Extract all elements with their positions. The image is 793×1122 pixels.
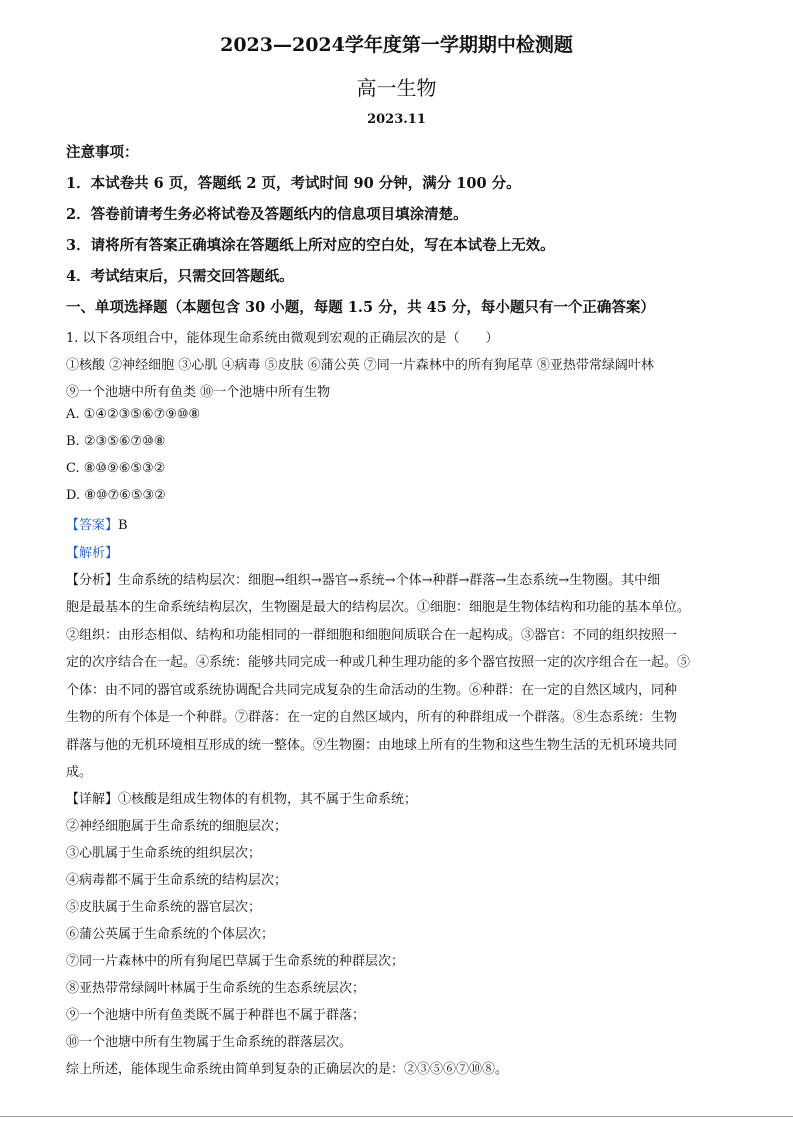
exam-title: 2023—2024学年度第一学期期中检测题 bbox=[220, 34, 573, 56]
option-a: A. ①④②③⑤⑥⑦⑨⑩⑧ bbox=[66, 407, 201, 422]
detail-line: 【详解】①核酸是组成生物体的有机物，其不属于生命系统； bbox=[66, 792, 418, 807]
answer-tag: 【答案】 bbox=[66, 518, 119, 533]
analysis-line: 胞是最基本的生命系统结构层次，生物圈是最大的结构层次。①细胞：细胞是生物体结构和功能的基本单位。 bbox=[66, 600, 691, 615]
analysis-line: ②组织：由形态相似、结构和功能相同的一群细胞和细胞间质联合在一起构成。③器官：不同的组织按照一 bbox=[66, 628, 678, 643]
detail-line: ⑨一个池塘中所有鱼类既不属于种群也不属于群落； bbox=[66, 1008, 366, 1023]
analysis-line: 群落与他的无机环境相互形成的统一整体。⑨生物圈：由地球上所有的生物和这些生物生活的无机环境共同 bbox=[66, 738, 678, 753]
page-bottom-rule bbox=[0, 1116, 793, 1117]
notice-item: 1．本试卷共 6 页，答题纸 2 页，考试时间 90 分钟，满分 100 分。 bbox=[66, 175, 521, 192]
notice-item: 4．考试结束后，只需交回答题纸。 bbox=[66, 268, 294, 285]
detail-line: ⑦同一片森林中的所有狗尾巴草属于生命系统的种群层次； bbox=[66, 954, 405, 969]
question-items: ①核酸 ②神经细胞 ③心肌 ④病毒 ⑤皮肤 ⑥蒲公英 ⑦同一片森林中的所有狗尾草 ⑧亚热带常绿阔叶林 bbox=[66, 358, 654, 373]
detail-summary: 综上所述，能体现生命系统由简单到复杂的正确层次的是：②③⑤⑥⑦⑩⑧。 bbox=[66, 1062, 509, 1077]
question-stem: 1. 以下各项组合中，能体现生命系统由微观到宏观的正确层次的是（ ） bbox=[66, 331, 499, 346]
subject-title: 高一生物 bbox=[356, 76, 437, 100]
analysis-line: 个体：由不同的器官或系统协调配合共同完成复杂的生命活动的生物。⑥种群：在一定的自然区域内，同种 bbox=[66, 683, 678, 698]
detail-line: ⑥蒲公英属于生命系统的个体层次； bbox=[66, 927, 275, 942]
section-heading: 一、单项选择题（本题包含 30 小题，每题 1.5 分，共 45 分，每小题只有一个正确答案） bbox=[66, 299, 655, 316]
detail-line: ⑩一个池塘中所有生物属于生命系统的群落层次。 bbox=[66, 1035, 353, 1050]
exam-date: 2023.11 bbox=[367, 112, 426, 127]
detail-line: ③心肌属于生命系统的组织层次； bbox=[66, 846, 262, 861]
analysis-line: 成。 bbox=[66, 765, 93, 780]
detail-line: ⑤皮肤属于生命系统的器官层次； bbox=[66, 900, 262, 915]
notice-heading: 注意事项： bbox=[66, 144, 139, 161]
analysis-line: 生物的所有个体是一个种群。⑦群落：在一定的自然区域内，所有的种群组成一个群落。⑧生态系统：生物 bbox=[66, 710, 678, 725]
option-c: C. ⑧⑩⑨⑥⑤③② bbox=[66, 461, 166, 476]
notice-item: 3．请将所有答案正确填涂在答题纸上所对应的空白处，写在本试卷上无效。 bbox=[66, 237, 555, 254]
analysis-line: 定的次序结合在一起。④系统：能够共同完成一种或几种生理功能的多个器官按照一定的次序组合在一起。⑤ bbox=[66, 655, 691, 670]
option-d: D. ⑧⑩⑦⑥⑤③② bbox=[66, 488, 166, 503]
detail-line: ②神经细胞属于生命系统的细胞层次； bbox=[66, 819, 288, 834]
analysis-tag: 【解析】 bbox=[66, 546, 119, 561]
analysis-line: 【分析】生命系统的结构层次：细胞→组织→器官→系统→个体→种群→群落→生态系统→生物圈。其中细 bbox=[66, 573, 661, 588]
question-items: ⑨一个池塘中所有鱼类 ⑩一个池塘中所有生物 bbox=[66, 385, 331, 400]
notice-item: 2．答卷前请考生务必将试卷及答题纸内的信息项目填涂清楚。 bbox=[66, 206, 468, 223]
detail-line: ⑧亚热带常绿阔叶林属于生命系统的生态系统层次； bbox=[66, 981, 366, 996]
answer-value: B bbox=[118, 518, 128, 533]
detail-line: ④病毒都不属于生命系统的结构层次； bbox=[66, 873, 288, 888]
answer-line bbox=[66, 514, 128, 533]
option-b: B. ②③⑤⑥⑦⑩⑧ bbox=[66, 434, 166, 449]
